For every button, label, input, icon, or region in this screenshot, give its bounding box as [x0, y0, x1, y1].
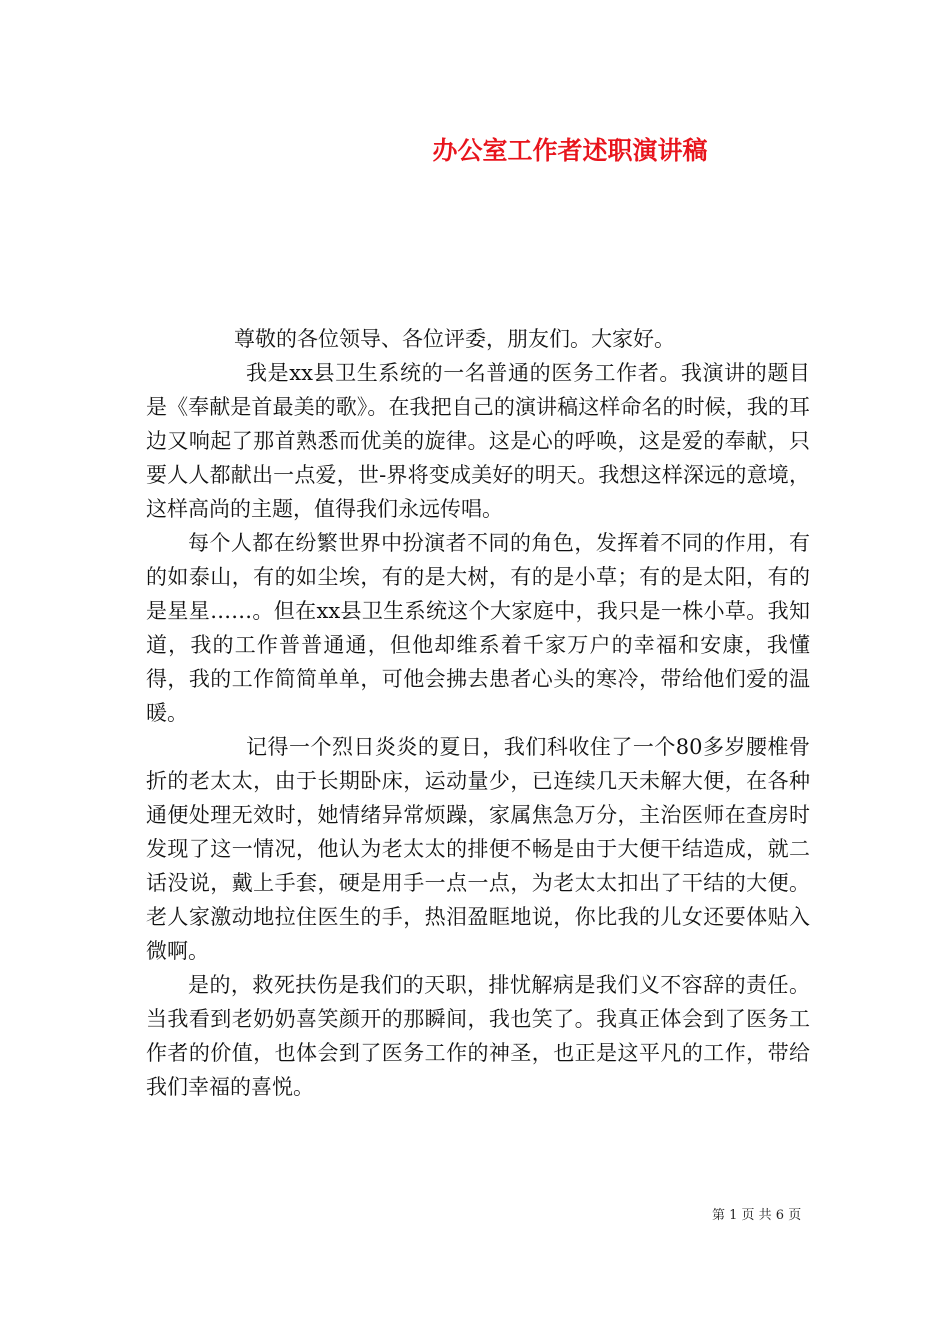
document-title: 办公室工作者述职演讲稿	[432, 136, 708, 165]
paragraph-story: 记得一个烈日炎炎的夏日，我们科收住了一个80多岁腰椎骨折的老太太，由于长期卧床，运动量少，已连续几天未解大便，在各种通便处理无效时，她情绪异常烦躁，家属焦急万分，主治医师在查房时发现了这一情况，他认为老太太的排便不畅是由于大便干结造成，就二话没说，戴上手套，硬是用手一点一点，为老太太扣出了干结的大便。老人家激动地拉住医生的手，热泪盈眶地说，你比我的儿女还要体贴入微啊。	[146, 735, 810, 963]
paragraph-greeting: 尊敬的各位领导、各位评委，朋友们。大家好。	[234, 327, 675, 351]
page-number: 第 1 页 共 6 页	[712, 1208, 802, 1223]
paragraph-intro: 我是xx县卫生系统的一名普通的医务工作者。我演讲的题目是《奉献是首最美的歌》。在我把自己的演讲稿这样命名的时候，我的耳边又响起了那首熟悉而优美的旋律。这是心的呼唤，这是爱的奉献，只要人人都献出一点爱，世-界将变成美好的明天。我想这样深远的意境，这样高尚的主题，值得我们永远传唱。	[146, 361, 810, 521]
paragraph-roles: 每个人都在纷繁世界中扮演者不同的角色，发挥着不同的作用，有的如泰山，有的如尘埃，有的是大树，有的是小草；有的是太阳，有的是星星……。但在xx县卫生系统这个大家庭中，我只是一株小草。我知道，我的工作普普通通，但他却维系着千家万户的幸福和安康，我懂得，我的工作简简单单，可他会拂去患者心头的寒冷，带给他们爱的温暖。	[146, 531, 810, 725]
document-body	[146, 322, 810, 1104]
paragraph-conclusion: 是的，救死扶伤是我们的天职，排忧解病是我们义不容辞的责任。当我看到老奶奶喜笑颜开的那瞬间，我也笑了。我真正体会到了医务工作者的价值，也体会到了医务工作的神圣，也正是这平凡的工作，带给我们幸福的喜悦。	[146, 973, 810, 1099]
